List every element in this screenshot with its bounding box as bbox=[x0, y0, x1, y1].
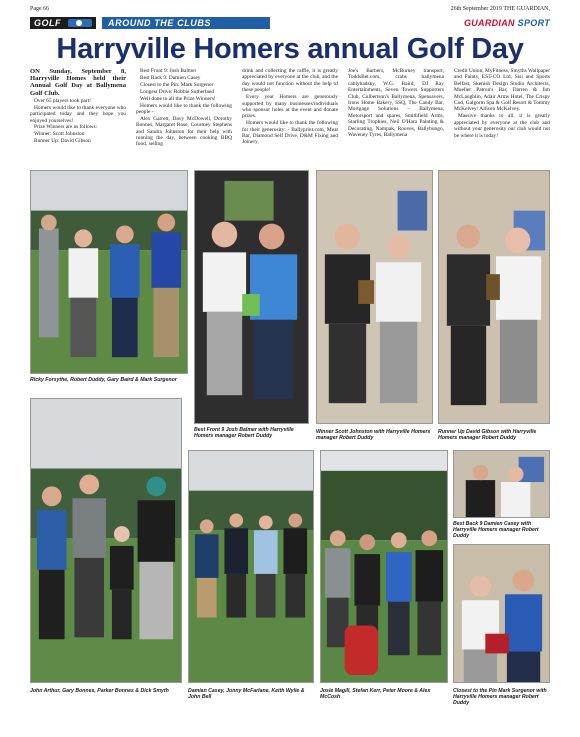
caption-four-golfers: Ricky Forsythe, Robert Duddy, Gary Baird & Mark Surgenor bbox=[30, 377, 177, 383]
headline: Harryville Homers annual Golf Day bbox=[56, 33, 524, 65]
caption-winner: Winner Scott Johnston with Harryville Homers manager Robert Duddy bbox=[316, 429, 431, 441]
article-column-3 bbox=[242, 68, 338, 168]
golf-section-tag bbox=[30, 17, 96, 29]
article-column-1 bbox=[30, 68, 126, 168]
article-lead: ON Sunday, September 8, Harryville Homes held their Annual Golf Day at Ballymena Golf Club. bbox=[30, 68, 126, 97]
article-paragraph: Best Back 9: Damien Casey bbox=[140, 74, 201, 81]
brand-name: GUARDIAN bbox=[463, 18, 515, 28]
article-paragraph: Over 65 players took part! bbox=[34, 97, 91, 104]
photo-winner bbox=[316, 170, 433, 424]
caption-best-back-9: Best Back 9 Damien Casey with Harryville Homers manager Robert Duddy bbox=[453, 521, 539, 539]
section-bar bbox=[30, 17, 550, 29]
golf-label: GOLF bbox=[34, 18, 61, 28]
golf-ball-icon bbox=[68, 19, 92, 27]
issue-date: 26th September 2019 THE GUARDIAN, bbox=[450, 6, 550, 12]
article-paragraph: Credit Union, MyFitness, Smyths Wallpaper and Paints, EST-CO Ltd, Sisi and Sports Belfast, Skenish Design Studio Architects, Mueller Patron's Bar, Darren & Jim McLaughlin, Adair Arms Hotel, The Crispy Cod, Galgorm Spa & Golf Resort & Tommy McKelvey/ Allison McKelvey. bbox=[454, 68, 550, 113]
photo-arthur-bonnes-smyth bbox=[30, 398, 182, 683]
caption-casey-mcfarlane-wylie-bell: Damian Casey, Jonny McFarlane, Keith Wylie & John Bell bbox=[188, 688, 305, 700]
photo-best-back-9 bbox=[453, 450, 550, 518]
article-paragraph: Homers would like to thank everyone who participated today and they hope you enjoyed yourselves! bbox=[30, 104, 126, 124]
caption-best-front-9: Best Front 9 Josh Balmer with Harryville Homers manager Robert Duddy bbox=[194, 427, 294, 439]
page-number: Page 66 bbox=[30, 6, 50, 12]
article-column-5 bbox=[454, 68, 550, 168]
caption-runner-up: Runner Up David Gibson with Harryville Homers manager Robert Duddy bbox=[438, 429, 537, 441]
brand-sport: SPORT bbox=[517, 18, 550, 28]
around-the-clubs-tag: AROUND THE CLUBS bbox=[102, 17, 270, 29]
article-column-2 bbox=[136, 68, 232, 168]
article-paragraph: Closest to the Pin: Mark Surgenor bbox=[140, 81, 214, 88]
article-paragraph: Best Front 9: Josh Balmer bbox=[140, 68, 197, 74]
photo-best-front-9 bbox=[194, 170, 309, 424]
article-paragraph: Massive thanks to all, it is greatly appreciated by everyone at the club and without your generosity our club would not be where it is today! bbox=[454, 113, 550, 139]
photo-closest-to-pin bbox=[453, 544, 550, 683]
article-paragraph: Prize Winners are as follows: bbox=[34, 124, 98, 131]
article-paragraph: Winner: Scott Johnston bbox=[34, 131, 85, 138]
caption-magill-kerr-moore-mccosh: Josie Magill, Stefan Kerr, Peter Moore & Alex McCosh bbox=[320, 688, 431, 700]
photo-four-golfers bbox=[30, 170, 188, 374]
article-paragraph: Joe's Barbers, McBurney transport, ToddsBet.com, crabs ballymena cablybadsky, W.G. Baird, DJ Ray Entertainments, Seven Towers Supporters Club, Culbertson's Ballymena, Spensavers, Irons Home Bakery, SSQ, The Candy Bar, Mortgage Solutions – Ballymena, Motorsport and spares, Smithfield Arms, Starling Trophies, Neil O'Hara Painting & Decorating, Nampak, Rooves, Ballybungo, Waveney Tyres, Ballymena bbox=[348, 68, 444, 139]
article-paragraph: Runner Up: David Gibson bbox=[34, 138, 91, 145]
photo-casey-mcfarlane-wylie-bell bbox=[188, 450, 314, 683]
photo-magill-kerr-moore-mccosh bbox=[320, 450, 448, 683]
photo-runner-up bbox=[438, 170, 550, 424]
article-paragraph: Alex Garrett, Davy McDowell, Dorothy Bonnes, Margaret Rose, Courtney Stephens and Sandra Johnston for their help with running the day, between cooking BBQ food, selling bbox=[136, 115, 232, 148]
article-body bbox=[30, 68, 550, 168]
article-paragraph: Homers would like to thank the following people – bbox=[136, 102, 232, 115]
article-paragraph: Longest Drive: Robbie Sutherland bbox=[140, 88, 215, 95]
caption-arthur-bonnes-smyth: John Arthur, Gary Bonnes, Parker Bonnes & Dick Smyth bbox=[30, 688, 169, 694]
article-paragraph: Homers would like to thank the following for their generosity: - Ballyprint.com, Meat Bar, Diamond Self Drive, D&M Fixing and Joinery, bbox=[242, 120, 338, 146]
brand-logo bbox=[464, 17, 550, 29]
article-paragraph: drink and collecting the raffle, it is greatly appreciated by everyone at the club, and the day would not function without the help of these people! bbox=[242, 68, 338, 94]
article-paragraph: Every year Homers are generously supported by many businesses/individuals who sponsor holes at the event and donate prizes. bbox=[242, 94, 338, 120]
article-column-4 bbox=[348, 68, 444, 168]
article-paragraph: Well done to all the Prize Winners! bbox=[140, 95, 216, 102]
caption-closest-to-pin: Closest to the Pin Mark Surgenor with Harryville Homers manager Robert Duddy bbox=[453, 688, 547, 706]
page-folio bbox=[30, 4, 550, 14]
